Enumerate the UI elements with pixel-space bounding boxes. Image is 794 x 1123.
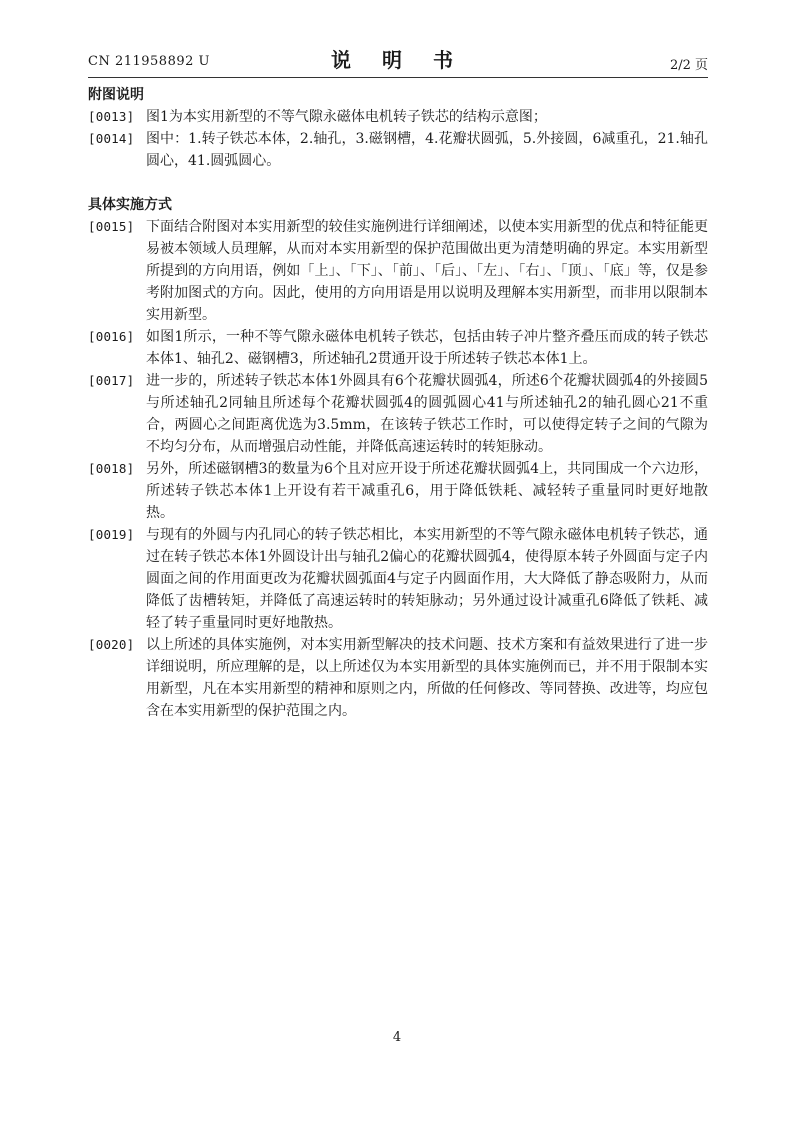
paragraph: [88, 634, 708, 722]
paragraph-text: 图1为本实用新型的不等气隙永磁体电机转子铁芯的结构示意图；: [146, 109, 547, 125]
paragraph-number: [0018]: [88, 461, 135, 476]
paragraph-number: [0019]: [88, 527, 135, 542]
paragraph-text: 如图1所示，一种不等气隙永磁体电机转子铁芯，包括由转子冲片整齐叠压而成的转子铁芯本体1、轴孔2、磁钢槽3，所述轴孔2贯通开设于所述转子铁芯本体1上。: [146, 329, 708, 367]
paragraph: [88, 106, 708, 128]
paragraph: [88, 524, 708, 634]
page-number: 4: [392, 1030, 402, 1045]
paragraph: [88, 326, 708, 370]
paragraph: [88, 216, 708, 326]
paragraph: [88, 458, 708, 524]
section-spacer: [88, 172, 708, 194]
paragraph-text: 与现有的外圆与内孔同心的转子铁芯相比，本实用新型的不等气隙永磁体电机转子铁芯，通过在转子铁芯本体1外圆设计出与轴孔2偏心的花瓣状圆弧4，使得原本转子外圆面与定子内圆面之间的作用面更改为花瓣状圆弧面4与定子内圆面作用，大大降低了静态吸附力，从而降低了齿槽转矩，并降低了高速运转时的转矩脉动；另外通过设计减重孔6降低了铁耗、减轻了转子重量同时更好地散热。: [146, 527, 708, 631]
paragraph-number: [0017]: [88, 373, 135, 388]
paragraph-number: [0016]: [88, 329, 135, 344]
paragraph-text: 以上所述的具体实施例，对本实用新型解决的技术问题、技术方案和有益效果进行了进一步详细说明，所应理解的是，以上所述仅为本实用新型的具体实施例而已，并不用于限制本实用新型，凡在本实用新型的精神和原则之内，所做的任何修改、等同替换、改进等，均应包含在本实用新型的保护范围之内。: [146, 637, 708, 719]
paragraph-number: [0014]: [88, 131, 135, 146]
paragraph-text: 下面结合附图对本实用新型的较佳实施例进行详细阐述，以使本实用新型的优点和特征能更易被本领域人员理解，从而对本实用新型的保护范围做出更为清楚明确的界定。本实用新型所提到的方向用语，例如「上」、「下」、「前」、「后」、「左」、「右」、「顶」、「底」等，仅是参考附加图式的方向。因此，使用的方向用语是用以说明及理解本实用新型，而非用以限制本实用新型。: [146, 219, 708, 323]
header-divider: [88, 77, 708, 78]
section-title-embodiments: 具体实施方式: [88, 197, 172, 213]
page-info: 2/2 页: [669, 58, 708, 73]
paragraph-number: [0015]: [88, 219, 135, 234]
document-type-title: 说 明 书: [331, 48, 465, 72]
paragraph-text: 另外，所述磁钢槽3的数量为6个且对应开设于所述花瓣状圆弧4上，共同围成一个六边形，所述转子铁芯本体1上开设有若干减重孔6，用于降低铁耗、减轻转子重量同时更好地散热。: [146, 461, 708, 521]
document-id: CN 211958892 U: [88, 54, 210, 69]
paragraph: [88, 370, 708, 458]
paragraph-text: 图中：1.转子铁芯本体，2.轴孔，3.磁钢槽，4.花瓣状圆弧，5.外接圆，6减重孔，21.轴孔圆心，41.圆弧圆心。: [146, 131, 708, 169]
page-header: [88, 44, 708, 76]
paragraph-number: [0020]: [88, 637, 135, 652]
paragraph-number: [0013]: [88, 109, 135, 124]
paragraph: [88, 128, 708, 172]
document-body: [88, 84, 708, 722]
section-title-figures: 附图说明: [88, 87, 144, 103]
paragraph-text: 进一步的，所述转子铁芯本体1外圆具有6个花瓣状圆弧4，所述6个花瓣状圆弧4的外接圆5与所述轴孔2同轴且所述每个花瓣状圆弧4的圆弧圆心41与所述轴孔2的轴孔圆心21不重合，两圆心之间距离优选为3.5mm，在该转子铁芯工作时，可以使得定转子之间的气隙为不均匀分布，从而增强启动性能，并降低高速运转时的转矩脉动。: [146, 373, 708, 455]
